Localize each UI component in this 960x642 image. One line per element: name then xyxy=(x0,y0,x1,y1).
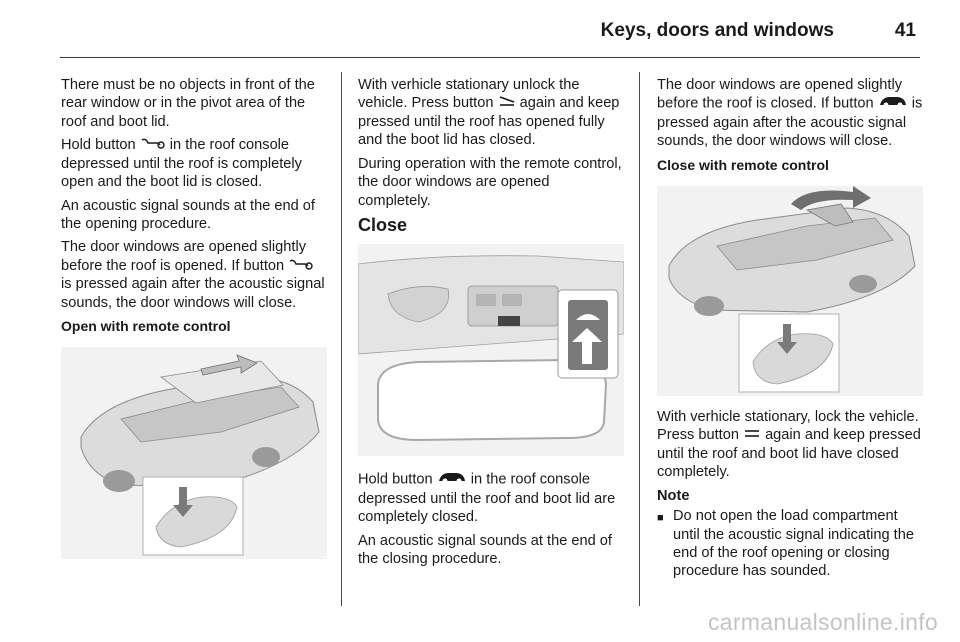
paragraph: During operation with the remote control, the door windows are opened completely. xyxy=(358,155,622,209)
paragraph: There must be no objects in front of the rear window or in the pivot area of the roof and boot lid. xyxy=(61,77,315,130)
column-divider xyxy=(341,72,342,606)
page-number: 41 xyxy=(894,20,916,41)
roof-console-illustration xyxy=(358,244,624,456)
paragraph: Hold button in the roof console depressed until the roof and boot lid are completely closed. xyxy=(358,471,616,526)
paragraph: The door windows are opened slightly before the roof is closed. If button is pressed again after the acoustic signal sounds, the door windows will close. xyxy=(657,77,923,150)
paragraph: An acoustic signal sounds at the end of the closing procedure. xyxy=(358,532,612,567)
paragraph: An acoustic signal sounds at the end of the opening procedure. xyxy=(61,197,315,232)
lock-icon xyxy=(743,426,761,444)
roof-close-icon xyxy=(878,94,908,113)
section-title: Keys, doors and windows xyxy=(600,20,834,41)
note-heading: Note xyxy=(657,487,690,504)
bullet-square-icon: ■ xyxy=(657,512,664,525)
paragraph: The door windows are opened slightly before the roof is opened. If button is pressed again after the acoustic signal sounds, the door windows will close. xyxy=(61,239,325,311)
column-3 xyxy=(657,76,923,581)
section-heading: Close xyxy=(358,214,408,235)
header-rule xyxy=(60,57,920,58)
paragraph: With verhicle stationary, lock the vehicle. Press button again and keep pressed until the roof and boot lid have closed completely. xyxy=(657,409,921,481)
watermark: carmanualsonline.info xyxy=(707,609,938,635)
paragraph: With verhicle stationary unlock the vehicle. Press button again and keep pressed until the roof has opened fully and the boot lid has closed. xyxy=(358,77,620,149)
column-2 xyxy=(358,76,624,573)
roof-close-icon xyxy=(437,470,467,489)
roof-open-icon xyxy=(288,257,314,275)
unlock-icon xyxy=(498,94,516,112)
column-1 xyxy=(61,76,327,559)
roof-open-icon xyxy=(140,136,166,154)
paragraph: Hold button in the roof console depressed until the roof is completely open and the boot lid is closed. xyxy=(61,137,302,191)
open-remote-illustration xyxy=(61,347,327,559)
subheading: Close with remote control xyxy=(657,156,829,173)
column-divider xyxy=(639,72,640,606)
close-remote-illustration xyxy=(657,186,923,396)
subheading: Open with remote control xyxy=(61,318,231,334)
note-bullet: ■ Do not open the load compartment until the acoustic signal indicating the end of the roof opening or closing procedure has sounded. xyxy=(657,508,914,580)
page-header xyxy=(60,18,920,48)
